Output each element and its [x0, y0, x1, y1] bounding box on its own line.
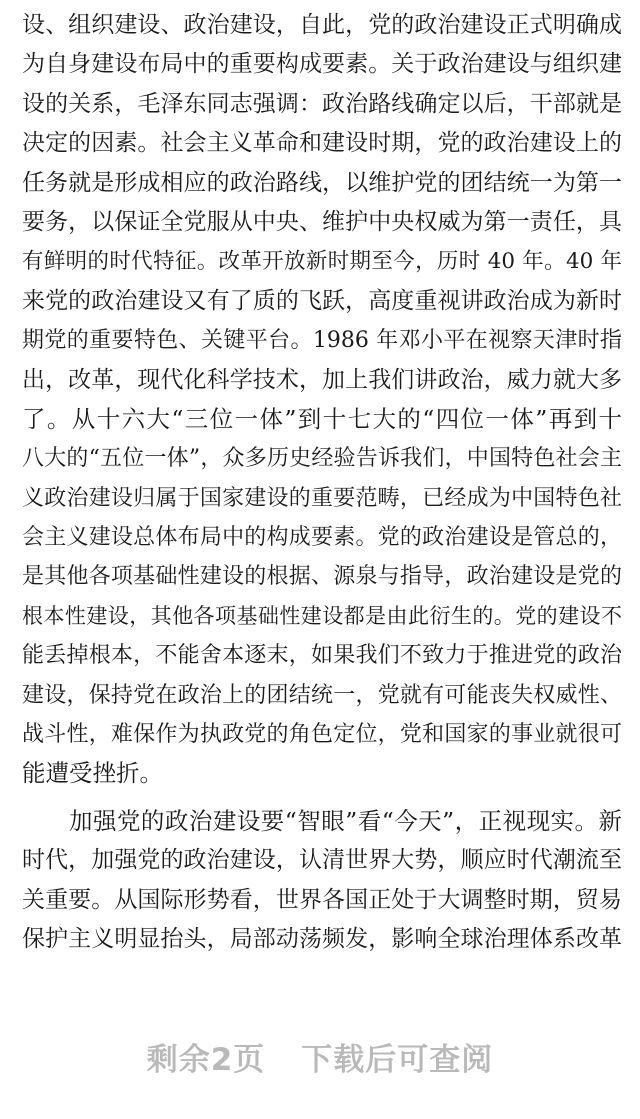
text-line: 保护主义明显抬头，局部动荡频发，影响全球治理体系改革 — [22, 925, 622, 952]
text-line: 加强党的政治建设要“智眼”看“今天”，正视现实。新 — [69, 806, 622, 835]
text-line: 为自身建设布局中的重要构成要素。关于政治建设与组织建 — [22, 51, 622, 78]
text-line: 决定的因素。社会主义革命和建设时期，党的政治建设上的 — [22, 130, 622, 157]
download-prompt-banner[interactable] — [0, 1030, 640, 1090]
text-line: 任务就是形成相应的政治路线，以维护党的团结统一为第一 — [22, 169, 622, 196]
text-line: 出，改革，现代化科学技术，加上我们讲政治，威力就大多 — [22, 366, 622, 393]
paragraph-1 — [22, 6, 622, 794]
paragraph-gap — [22, 794, 622, 802]
text-line: 会主义建设总体布局中的构成要素。党的政治建设是管总的， — [22, 525, 622, 551]
text-line: 义政治建设归属于国家建设的重要范畴，已经成为中国特色社 — [22, 485, 622, 511]
remaining-pages-label: 剩余2页 — [146, 1042, 266, 1078]
text-line: 来党的政治建设又有了质的飞跃，高度重视讲政治成为新时 — [22, 287, 622, 314]
text-line: 八大的“五位一体”，众多历史经验告诉我们，中国特色社会主 — [22, 446, 622, 472]
download-to-read-label: 下载后可查阅 — [301, 1042, 494, 1078]
text-line: 建设，保持党在政治上的团结统一，党就有可能丧失权威性、 — [22, 682, 622, 708]
text-line: 设的关系，毛泽东同志强调：政治路线确定以后，干部就是 — [22, 90, 622, 117]
text-line: 要务，以保证全党服从中央、维护中央权威为第一责任，具 — [22, 208, 622, 235]
paragraph-2 — [22, 802, 622, 960]
text-line: 期党的重要特色、关键平台。1986 年邓小平在视察天津时指 — [22, 328, 622, 354]
text-line: 战斗性，难保作为执政党的角色定位，党和国家的事业就很可 — [22, 722, 622, 748]
text-line: 有鲜明的时代特征。改革开放新时期至今，历时 40 年。40 年 — [22, 249, 622, 275]
text-line: 设、组织建设、政治建设，自此，党的政治建设正式明确成 — [22, 12, 622, 38]
text-line: 根本性建设，其他各项基础性建设都是由此衍生的。党的建设不 — [22, 603, 622, 628]
text-line: 是其他各项基础性建设的根据、源泉与指导，政治建设是党的 — [22, 564, 622, 590]
text-line: 了。从十六大“三位一体”到十七大的“四位一体”再到十 — [22, 404, 622, 433]
text-line: 时代，加强党的政治建设，认清世界大势，顺应时代潮流至 — [22, 847, 622, 874]
body-text — [22, 6, 622, 959]
text-line: 能丢掉根本，不能舍本逐末，如果我们不致力于推进党的政治 — [22, 643, 622, 669]
text-line: 能遭受挫折。 — [22, 759, 163, 788]
text-line: 关重要。从国际形势看，世界各国正处于大调整时期，贸易 — [22, 886, 622, 913]
